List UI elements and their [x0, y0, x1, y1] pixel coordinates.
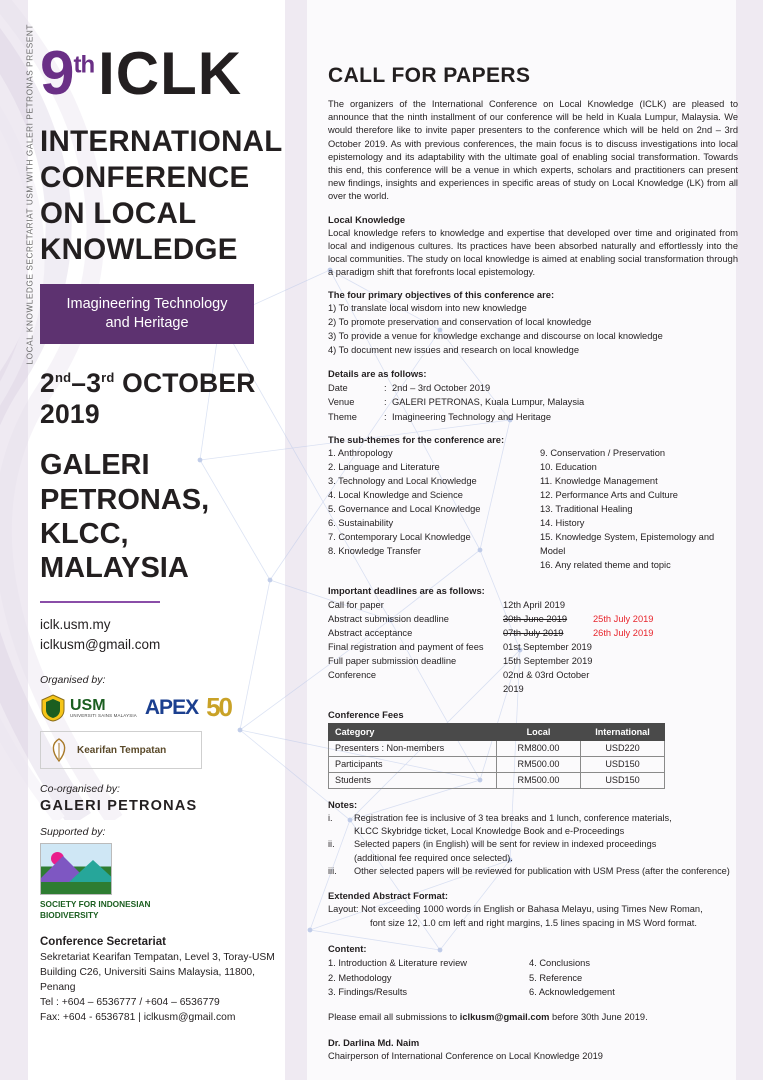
- objectives-list: [328, 302, 738, 358]
- list-item: 12. Performance Arts and Culture: [540, 490, 678, 501]
- submission-text-pre: Please email all submissions to: [328, 1012, 460, 1023]
- sidebar-vertical-text: LOCAL KNOWLEDGE SECRETARIAT USM WITH GALERI PETRONAS PRESENT: [25, 23, 35, 365]
- local-knowledge-paragraph: Local knowledge refers to knowledge and expertise that developed over time and originated from local and indigenous cultures. Its practices have been absorbed naturally and effortlessly into the local communities. The study on local knowledge is aimed at enabling social transformation through a paradigm shift that forefronts local epistemology.: [328, 227, 738, 278]
- detail-row: [328, 381, 738, 395]
- note-number: iii.: [328, 865, 337, 876]
- detail-key: Date: [328, 383, 348, 393]
- table-row: [329, 756, 665, 772]
- list-item: 1. Anthropology: [328, 448, 393, 459]
- table-row: [329, 772, 665, 788]
- note-text-continued: KLCC Skybridge ticket, Local Knowledge Book and e-Proceedings: [354, 825, 625, 836]
- secretariat-line-1: Sekretariat Kearifan Tempatan, Level 3, Toray-USM: [40, 952, 275, 964]
- deadlines-list: [328, 598, 738, 697]
- local-knowledge-heading: Local Knowledge: [328, 213, 406, 225]
- deadline-row: [328, 612, 738, 626]
- column-header-international: International: [581, 723, 665, 740]
- note-text: Other selected papers will be reviewed for publication with USM Press (after the conference): [354, 865, 730, 876]
- right-column: [328, 64, 738, 1064]
- conference-dates: [40, 368, 290, 430]
- organiser-logos: [40, 692, 290, 723]
- leaf-icon: [47, 737, 71, 763]
- contact-block: [40, 615, 290, 654]
- detail-value: 2nd – 3rd October 2019: [392, 383, 491, 393]
- fee-international: USD150: [581, 772, 665, 788]
- venue-block: [40, 448, 290, 585]
- extended-abstract-heading: Extended Abstract Format:: [328, 890, 448, 902]
- list-item: 1. Introduction & Literature review: [328, 958, 468, 969]
- detail-row: [328, 395, 738, 409]
- detail-value: GALERI PETRONAS, Kuala Lumpur, Malaysia: [392, 397, 585, 408]
- deadline-label: Conference: [328, 670, 377, 681]
- list-item: 3. Findings/Results: [328, 986, 408, 997]
- subthemes-list: [328, 447, 738, 572]
- deadline-label: Full paper submission deadline: [328, 656, 457, 667]
- list-item: 5. Governance and Local Knowledge: [328, 503, 481, 514]
- apex-logo: APEX: [144, 695, 199, 719]
- secretariat-details: [40, 951, 290, 1026]
- title-line-3: ON LOCAL: [40, 196, 197, 230]
- date-suffix-2: rd: [101, 370, 115, 386]
- conference-fees-table: [328, 723, 665, 789]
- note-item: [328, 865, 738, 878]
- list-item: 4. Conclusions: [529, 958, 590, 969]
- deadline-date: 30th June 2019: [503, 613, 568, 624]
- right-decorative-band: [736, 0, 763, 1080]
- content-list: [328, 956, 738, 999]
- column-header-category: Category: [329, 723, 497, 740]
- deadline-row: [328, 668, 738, 696]
- deadline-date: 15th September 2019: [503, 656, 593, 667]
- list-item: 5. Reference: [529, 972, 583, 983]
- detail-key: Theme: [328, 411, 357, 422]
- kearifan-tempatan-logo: [40, 731, 202, 769]
- deadline-date: 01st September 2019: [503, 642, 592, 653]
- note-item: [328, 812, 738, 825]
- anniversary-logo: 50: [206, 692, 231, 723]
- supporter-line-1: SOCIETY FOR INDONESIAN: [40, 899, 151, 910]
- edition-number: 9: [40, 39, 74, 108]
- details-heading: Details are as follows:: [328, 368, 427, 379]
- venue-line-2: PETRONAS,: [40, 483, 210, 516]
- deadline-label: Final registration and payment of fees: [328, 642, 484, 653]
- deadline-revised-date: 25th July 2019: [593, 613, 654, 624]
- note-number: i.: [328, 812, 333, 823]
- intro-paragraph: The organizers of the International Conference on Local Knowledge (ICLK) are pleased to announce that the ninth installment of our conference will be held in Kuala Lumpur, Malaysia. We would therefore like to invite paper presenters to the conference which will be held on 2nd – 3rd October 2019. As with previous conferences, the main focus is to discuss investigations into local epistemology and its adaptability with the ultimate goal of enabling social transformation. Towards this end, this conference will be a venue in which experts, scholars and practitioners can present new findings, insights and experiences in specific areas of study on Local Knowledge (LK) from all over the world.: [328, 99, 738, 202]
- deadlines-heading: Important deadlines are as follows:: [328, 584, 485, 596]
- society-indonesian-biodiversity-logo: [40, 843, 112, 895]
- list-item: 10. Education: [540, 462, 597, 473]
- list-item: 2) To promote preservation and conservation of local knowledge: [328, 317, 592, 328]
- edition-suffix: th: [73, 51, 95, 79]
- extended-line-2: font size 12, 1.0 cm left and right margins, 1.5 lines spacing in MS Word format.: [370, 918, 697, 929]
- notes-heading: Notes:: [328, 798, 358, 810]
- call-for-papers-heading: CALL FOR PAPERS: [328, 64, 531, 87]
- kearifan-label: Kearifan Tempatan: [77, 744, 167, 756]
- list-item: 13. Traditional Healing: [540, 503, 633, 514]
- deadline-date: 07th July 2019: [503, 627, 564, 638]
- objectives-heading: The four primary objectives of this conference are:: [328, 289, 555, 301]
- usm-crest-icon: [40, 694, 66, 722]
- mountain-secondary-icon: [69, 860, 112, 882]
- list-item: 7. Contemporary Local Knowledge: [328, 531, 471, 542]
- list-item: 6. Acknowledgement: [529, 986, 615, 997]
- details-list: [328, 381, 738, 424]
- supporter-line-2: BIODIVERSITY: [40, 909, 99, 920]
- submission-email[interactable]: iclkusm@gmail.com: [459, 1012, 550, 1023]
- theme-line-2: and Heritage: [105, 314, 189, 331]
- submission-instruction: [328, 1011, 738, 1025]
- list-item: 1) To translate local wisdom into new knowledge: [328, 303, 527, 314]
- fee-category: Presenters : Non-members: [329, 740, 497, 756]
- usm-logo-subtitle: UNIVERSITI SAINS MALAYSIA: [70, 712, 137, 718]
- organised-by-label: Organised by:: [40, 674, 106, 687]
- note-number: ii.: [328, 839, 335, 850]
- venue-line-3: KLCC,: [40, 517, 129, 550]
- usm-logo-name: USM: [70, 696, 106, 714]
- subthemes-column-left: [328, 447, 526, 572]
- conference-acronym: ICLK: [98, 40, 243, 107]
- detail-separator: :: [384, 411, 387, 422]
- deadline-label: Call for paper: [328, 599, 384, 610]
- list-item: 2. Methodology: [328, 972, 392, 983]
- list-item: 16. Any related theme and topic: [540, 559, 671, 570]
- content-column-right: [529, 956, 615, 999]
- deadline-date: 12th April 2019: [503, 599, 566, 610]
- note-text-continued: (additional fee required once selected).: [354, 852, 513, 863]
- deadline-label: Abstract submission deadline: [328, 613, 449, 624]
- co-organised-label: Co-organised by:: [40, 783, 120, 796]
- list-item: 2. Language and Literature: [328, 462, 440, 473]
- deadline-revised-date: 26th July 2019: [593, 627, 654, 638]
- left-column: [40, 39, 290, 1026]
- fee-international: USD150: [581, 756, 665, 772]
- note-text: Registration fee is inclusive of 3 tea breaks and 1 lunch, conference materials,: [354, 812, 672, 823]
- date-day-2: 3: [86, 368, 102, 399]
- supported-by-label: Supported by:: [40, 826, 106, 839]
- deadline-row: [328, 640, 738, 654]
- divider-rule: [40, 601, 160, 603]
- date-dash: –: [71, 368, 87, 399]
- title-line-4: KNOWLEDGE: [40, 232, 238, 266]
- venue-line-4: MALAYSIA: [40, 552, 189, 585]
- list-item: 11. Knowledge Management: [540, 476, 658, 487]
- detail-separator: :: [384, 383, 387, 393]
- detail-row: [328, 410, 738, 424]
- fee-category: Students: [329, 772, 497, 788]
- secretariat-line-2: Building C26, Universiti Sains Malaysia, 11800, Penang: [40, 967, 256, 993]
- note-item: [328, 838, 738, 851]
- conference-title: [40, 124, 290, 268]
- list-item: 4. Local Knowledge and Science: [328, 490, 463, 501]
- fee-local: RM500.00: [497, 756, 581, 772]
- list-item: 6. Sustainability: [328, 517, 394, 528]
- table-row: [329, 740, 665, 756]
- secretariat-heading: Conference Secretariat: [40, 936, 166, 949]
- deadline-date: 02nd & 03rd October 2019: [503, 670, 590, 695]
- secretariat-line-3: Tel : +604 – 6536777 / +604 – 6536779: [40, 996, 220, 1008]
- date-day-1: 2: [40, 368, 55, 399]
- detail-separator: :: [384, 397, 387, 408]
- venue-line-1: GALERI: [40, 449, 150, 482]
- theme-box: [40, 284, 254, 345]
- notes-list: [328, 812, 738, 879]
- submission-text-post: before 30th June 2019.: [549, 1012, 648, 1023]
- co-organiser-name: GALERI PETRONAS: [40, 798, 198, 815]
- deadline-row: [328, 654, 738, 668]
- detail-value: Imagineering Technology and Heritage: [392, 411, 552, 422]
- deadline-label: Abstract acceptance: [328, 627, 413, 638]
- extended-line-1: Layout: Not exceeding 1000 words in English or Bahasa Melayu, using Times New Roman,: [328, 904, 703, 915]
- subthemes-heading: The sub-themes for the conference are:: [328, 434, 505, 446]
- title-line-2: CONFERENCE: [40, 160, 250, 194]
- fee-local: RM500.00: [497, 772, 581, 788]
- fees-heading: Conference Fees: [328, 708, 404, 720]
- list-item: 4) To document new issues and research on local knowledge: [328, 345, 579, 356]
- list-item: 3. Technology and Local Knowledge: [328, 476, 477, 487]
- note-text: Selected papers (in English) will be sent for review in indexed proceedings: [354, 839, 657, 850]
- usm-logo: [40, 694, 137, 722]
- website-link[interactable]: iclk.usm.my: [40, 617, 111, 633]
- content-heading: Content:: [328, 943, 367, 955]
- fee-category: Participants: [329, 756, 497, 772]
- title-line-1: INTERNATIONAL: [40, 124, 283, 158]
- list-item: 15. Knowledge System, Epistemology and Model: [540, 531, 715, 556]
- date-suffix-1: nd: [54, 370, 72, 386]
- chairperson-role: Chairperson of International Conference on Local Knowledge 2019: [328, 1051, 603, 1062]
- detail-key: Venue: [328, 397, 355, 408]
- subthemes-column-right: [540, 447, 738, 572]
- email-link[interactable]: iclkusm@gmail.com: [40, 636, 161, 652]
- list-item: 14. History: [540, 517, 585, 528]
- fee-local: RM800.00: [497, 740, 581, 756]
- fee-international: USD220: [581, 740, 665, 756]
- extended-abstract-body: [328, 903, 738, 931]
- column-header-local: Local: [497, 723, 581, 740]
- table-header-row: [329, 723, 665, 740]
- theme-line-1: Imagineering Technology: [66, 295, 228, 312]
- supporter-name: [40, 899, 290, 920]
- list-item: 9. Conservation / Preservation: [540, 448, 666, 459]
- deadline-row: [328, 598, 738, 612]
- list-item: 8. Knowledge Transfer: [328, 545, 422, 556]
- secretariat-line-4: Fax: +604 - 6536781 | iclkusm@gmail.com: [40, 1011, 236, 1023]
- edition-title: [40, 39, 290, 108]
- chairperson-name: Dr. Darlina Md. Naim: [328, 1037, 420, 1049]
- date-month-year: OCTOBER 2019: [40, 368, 256, 430]
- content-column-left: [328, 956, 503, 999]
- deadline-row: [328, 626, 738, 640]
- list-item: 3) To provide a venue for knowledge exchange and discourse on local knowledge: [328, 331, 663, 342]
